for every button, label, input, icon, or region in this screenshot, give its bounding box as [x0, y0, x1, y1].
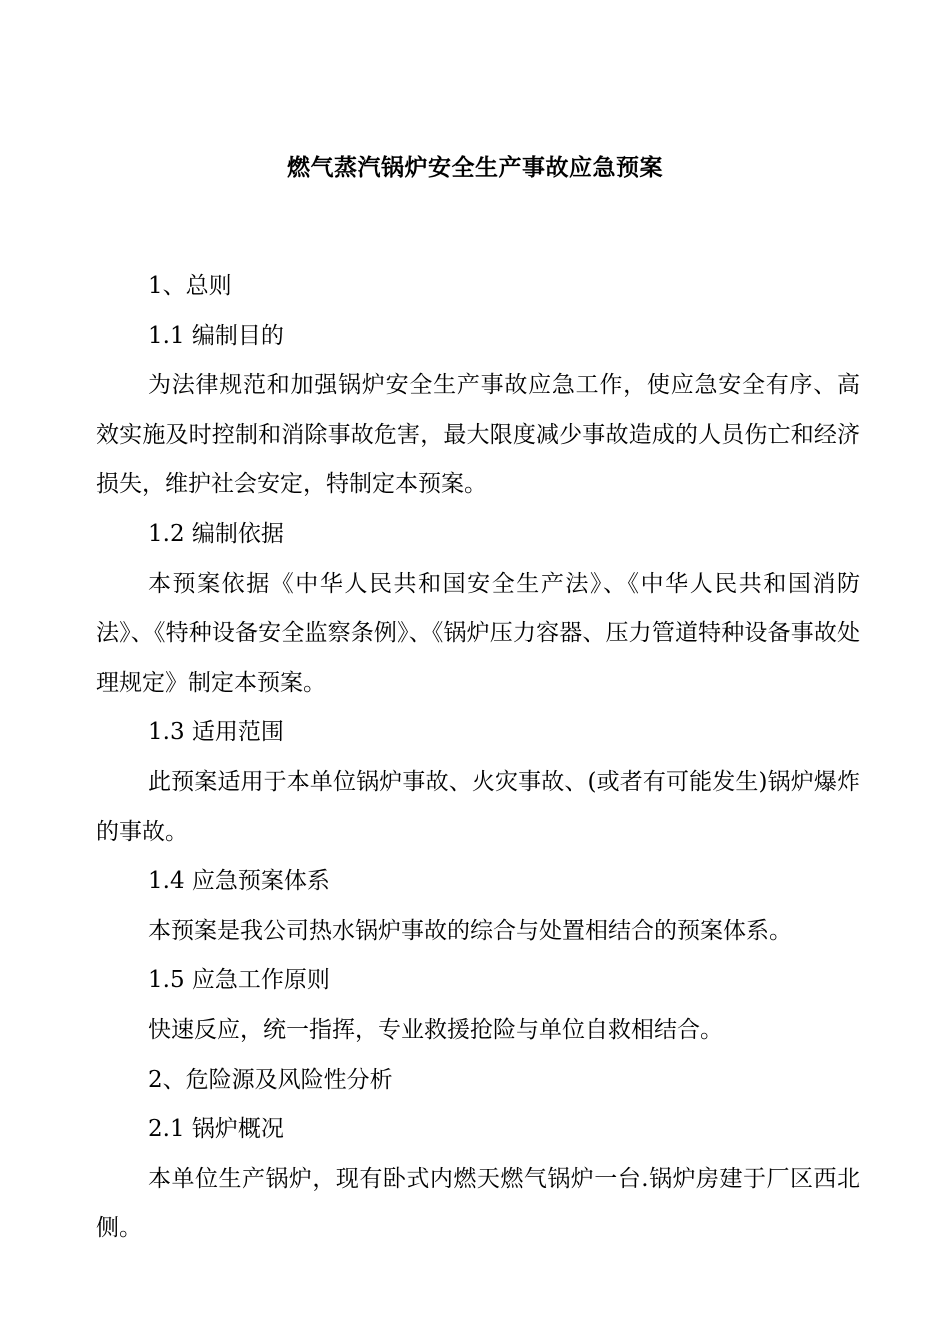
heading-basis: 1.2 编制依据 — [148, 520, 284, 547]
heading-purpose: 1.1 编制目的 — [148, 322, 284, 349]
paragraph-scope: 此预案适用于本单位锅炉事故、火灾事故、(或者有可能发生)锅炉爆炸的事故。 — [96, 768, 860, 845]
paragraph-work-principles: 快速反应，统一指挥，专业救援抢险与单位自救相结合。 — [148, 1016, 723, 1043]
heading-hazard-analysis: 2、危险源及风险性分析 — [148, 1066, 393, 1093]
document-title: 燃气蒸汽锅炉安全生产事故应急预案 — [287, 154, 663, 181]
document-body — [96, 262, 860, 1254]
paragraph-basis: 本预案依据《中华人民共和国安全生产法》、《中华人民共和国消防法》、《特种设备安全监察条例》、《锅炉压力容器、压力管道特种设备事故处理规定》制定本预案。 — [96, 570, 860, 696]
heading-boiler-overview: 2.1 锅炉概况 — [148, 1116, 284, 1143]
heading-plan-system: 1.4 应急预案体系 — [148, 868, 330, 895]
paragraph-plan-system: 本预案是我公司热水锅炉事故的综合与处置相结合的预案体系。 — [148, 917, 792, 944]
paragraph-purpose: 为法律规范和加强锅炉安全生产事故应急工作，使应急安全有序、高效实施及时控制和消除事故危害，最大限度减少事故造成的人员伤亡和经济损失，维护社会安定，特制定本预案。 — [96, 372, 860, 498]
paragraph-boiler-overview: 本单位生产锅炉，现有卧式内燃天燃气锅炉一台.锅炉房建于厂区西北侧。 — [96, 1165, 860, 1242]
heading-scope: 1.3 适用范围 — [148, 719, 284, 746]
heading-work-principles: 1.5 应急工作原则 — [148, 967, 330, 994]
heading-general-principles: 1、总则 — [148, 273, 232, 299]
